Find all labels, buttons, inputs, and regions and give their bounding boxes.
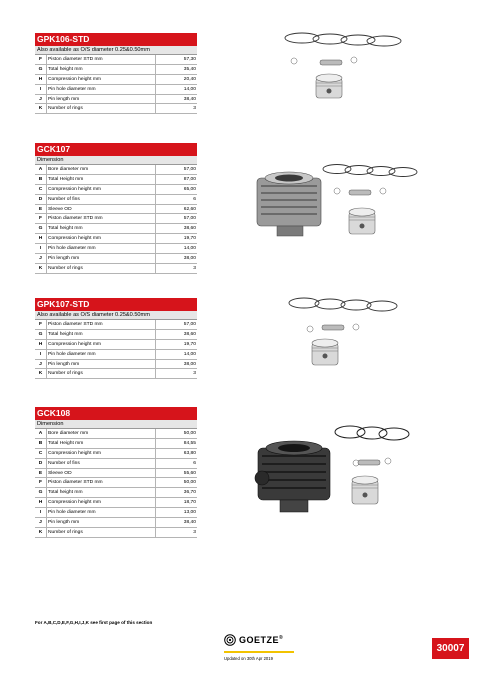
spec-table — [35, 320, 197, 379]
brand-name — [239, 635, 283, 645]
row-key: K — [35, 263, 47, 273]
row-description: Number of rings — [47, 369, 156, 379]
row-key: A — [35, 165, 47, 174]
section-title: GPK107-STD — [35, 298, 197, 311]
row-key: K — [35, 369, 47, 379]
updated-date: Updated on 30th Apr 2019 — [224, 656, 273, 661]
row-value: 14,00 — [156, 349, 198, 359]
row-value: 3 — [156, 527, 198, 537]
table-row — [35, 458, 197, 468]
section-gpk107-std — [35, 298, 197, 379]
row-value: 36,70 — [156, 488, 198, 498]
table-row — [35, 184, 197, 194]
row-value: 84,55 — [156, 438, 198, 448]
row-description: Number of rings — [47, 263, 156, 273]
section-subtitle: Also available as O/S diameter 0.25&0.50mm — [35, 311, 197, 320]
row-key: H — [35, 339, 47, 349]
row-value: 13,00 — [156, 508, 198, 518]
table-row — [35, 369, 197, 379]
table-row — [35, 55, 197, 64]
row-description: Number of rings — [47, 527, 156, 537]
table-row — [35, 518, 197, 528]
row-key: J — [35, 94, 47, 104]
row-value: 57,00 — [156, 320, 198, 329]
row-key: G — [35, 64, 47, 74]
row-value: 19,70 — [156, 339, 198, 349]
row-key: K — [35, 527, 47, 537]
table-row — [35, 194, 197, 204]
row-description: Pin length mm — [47, 359, 156, 369]
row-description: Total height mm — [47, 224, 156, 234]
row-key: D — [35, 194, 47, 204]
table-row — [35, 429, 197, 438]
cylinder-kit-image-gck107 — [255, 160, 425, 245]
spec-table — [35, 55, 197, 114]
table-row — [35, 254, 197, 264]
row-description: Pin hole diameter mm — [47, 84, 156, 94]
row-description: Total Height mm — [47, 438, 156, 448]
row-description: Compression height mm — [47, 498, 156, 508]
goetze-logo-icon — [224, 634, 236, 646]
row-value: 57,30 — [156, 55, 198, 64]
row-description: Pin hole diameter mm — [47, 349, 156, 359]
row-value: 3 — [156, 104, 198, 114]
table-row — [35, 320, 197, 329]
row-key: F — [35, 320, 47, 329]
table-row — [35, 224, 197, 234]
row-key: E — [35, 468, 47, 478]
row-value: 35,40 — [156, 64, 198, 74]
row-key: J — [35, 254, 47, 264]
page-number-badge: 30007 — [432, 638, 469, 659]
row-value: 50,00 — [156, 429, 198, 438]
table-row — [35, 74, 197, 84]
row-description: Compression height mm — [47, 74, 156, 84]
row-value: 63,80 — [156, 448, 198, 458]
row-value: 57,00 — [156, 165, 198, 174]
row-description: Pin length mm — [47, 254, 156, 264]
table-row — [35, 94, 197, 104]
table-row — [35, 448, 197, 458]
brand-color-bar — [224, 651, 294, 653]
spec-table — [35, 429, 197, 538]
section-subtitle: Dimension — [35, 156, 197, 165]
row-key: F — [35, 478, 47, 488]
row-description: Bore diameter mm — [47, 165, 156, 174]
footnote: For A,B,C,D,E,F,G,H,I,J,K see first page of this section — [35, 620, 153, 625]
brand-mark: ® — [279, 635, 284, 641]
row-value: 20,40 — [156, 74, 198, 84]
row-description: Compression height mm — [47, 184, 156, 194]
row-key: D — [35, 458, 47, 468]
row-key: B — [35, 438, 47, 448]
row-key: C — [35, 184, 47, 194]
table-row — [35, 104, 197, 114]
row-description: Pin hole diameter mm — [47, 244, 156, 254]
brand-name-text: GOETZE — [239, 635, 280, 645]
table-row — [35, 214, 197, 224]
row-value: 14,00 — [156, 84, 198, 94]
row-key: G — [35, 329, 47, 339]
table-row — [35, 527, 197, 537]
table-row — [35, 234, 197, 244]
row-value: 55,60 — [156, 468, 198, 478]
row-key: H — [35, 74, 47, 84]
row-description: Piston diameter STD mm — [47, 55, 156, 64]
row-value: 6 — [156, 194, 198, 204]
row-description: Total height mm — [47, 488, 156, 498]
row-description: Number of rings — [47, 104, 156, 114]
row-key: F — [35, 214, 47, 224]
row-value: 62,60 — [156, 204, 198, 214]
section-title: GPK106-STD — [35, 33, 197, 46]
table-row — [35, 204, 197, 214]
row-key: K — [35, 104, 47, 114]
row-value: 38,60 — [156, 224, 198, 234]
row-description: Pin hole diameter mm — [47, 508, 156, 518]
row-key: C — [35, 448, 47, 458]
row-description: Compression height mm — [47, 234, 156, 244]
table-row — [35, 508, 197, 518]
row-value: 87,00 — [156, 174, 198, 184]
row-key: I — [35, 349, 47, 359]
row-value: 19,70 — [156, 234, 198, 244]
table-row — [35, 468, 197, 478]
table-row — [35, 438, 197, 448]
cylinder-kit-image-gck108 — [250, 420, 420, 520]
section-title: GCK107 — [35, 143, 197, 156]
row-description: Compression height mm — [47, 448, 156, 458]
row-value: 18,70 — [156, 498, 198, 508]
row-key: H — [35, 498, 47, 508]
row-description: Compression height mm — [47, 339, 156, 349]
section-subtitle: Dimension — [35, 420, 197, 429]
row-key: G — [35, 224, 47, 234]
row-description: Total Height mm — [47, 174, 156, 184]
row-key: G — [35, 488, 47, 498]
row-description: Bore diameter mm — [47, 429, 156, 438]
row-description: Piston diameter STD mm — [47, 214, 156, 224]
table-row — [35, 329, 197, 339]
row-value: 6 — [156, 458, 198, 468]
row-description: Piston diameter STD mm — [47, 320, 156, 329]
row-value: 38,60 — [156, 329, 198, 339]
row-key: I — [35, 508, 47, 518]
piston-kit-image-gpk107 — [282, 293, 422, 373]
table-row — [35, 478, 197, 488]
row-key: H — [35, 234, 47, 244]
section-gck108 — [35, 407, 197, 538]
row-value: 38,00 — [156, 254, 198, 264]
row-description: Total height mm — [47, 64, 156, 74]
row-key: J — [35, 518, 47, 528]
row-key: J — [35, 359, 47, 369]
table-row — [35, 263, 197, 273]
table-row — [35, 488, 197, 498]
row-value: 14,00 — [156, 244, 198, 254]
spec-table — [35, 165, 197, 274]
table-row — [35, 359, 197, 369]
row-key: I — [35, 84, 47, 94]
row-value: 3 — [156, 263, 198, 273]
table-row — [35, 339, 197, 349]
table-row — [35, 174, 197, 184]
table-row — [35, 498, 197, 508]
row-value: 65,00 — [156, 184, 198, 194]
row-description: Sleeve OD — [47, 468, 156, 478]
row-value: 3 — [156, 369, 198, 379]
row-description: Pin length mm — [47, 518, 156, 528]
section-subtitle: Also available as O/S diameter 0.25&0.50mm — [35, 46, 197, 55]
row-description: Number of fins — [47, 458, 156, 468]
row-value: 38,40 — [156, 518, 198, 528]
row-key: F — [35, 55, 47, 64]
table-row — [35, 349, 197, 359]
section-title: GCK108 — [35, 407, 197, 420]
row-key: A — [35, 429, 47, 438]
row-description: Piston diameter STD mm — [47, 478, 156, 488]
row-value: 38,40 — [156, 94, 198, 104]
row-description: Number of fins — [47, 194, 156, 204]
row-description: Pin length mm — [47, 94, 156, 104]
piston-kit-image-gpk106 — [280, 28, 420, 108]
row-key: E — [35, 204, 47, 214]
table-row — [35, 165, 197, 174]
table-row — [35, 64, 197, 74]
row-value: 50,00 — [156, 478, 198, 488]
row-key: B — [35, 174, 47, 184]
table-row — [35, 244, 197, 254]
row-description: Sleeve OD — [47, 204, 156, 214]
row-value: 57,00 — [156, 214, 198, 224]
row-description: Total height mm — [47, 329, 156, 339]
row-value: 38,00 — [156, 359, 198, 369]
section-gpk106-std — [35, 33, 197, 114]
table-row — [35, 84, 197, 94]
row-key: I — [35, 244, 47, 254]
section-gck107 — [35, 143, 197, 274]
